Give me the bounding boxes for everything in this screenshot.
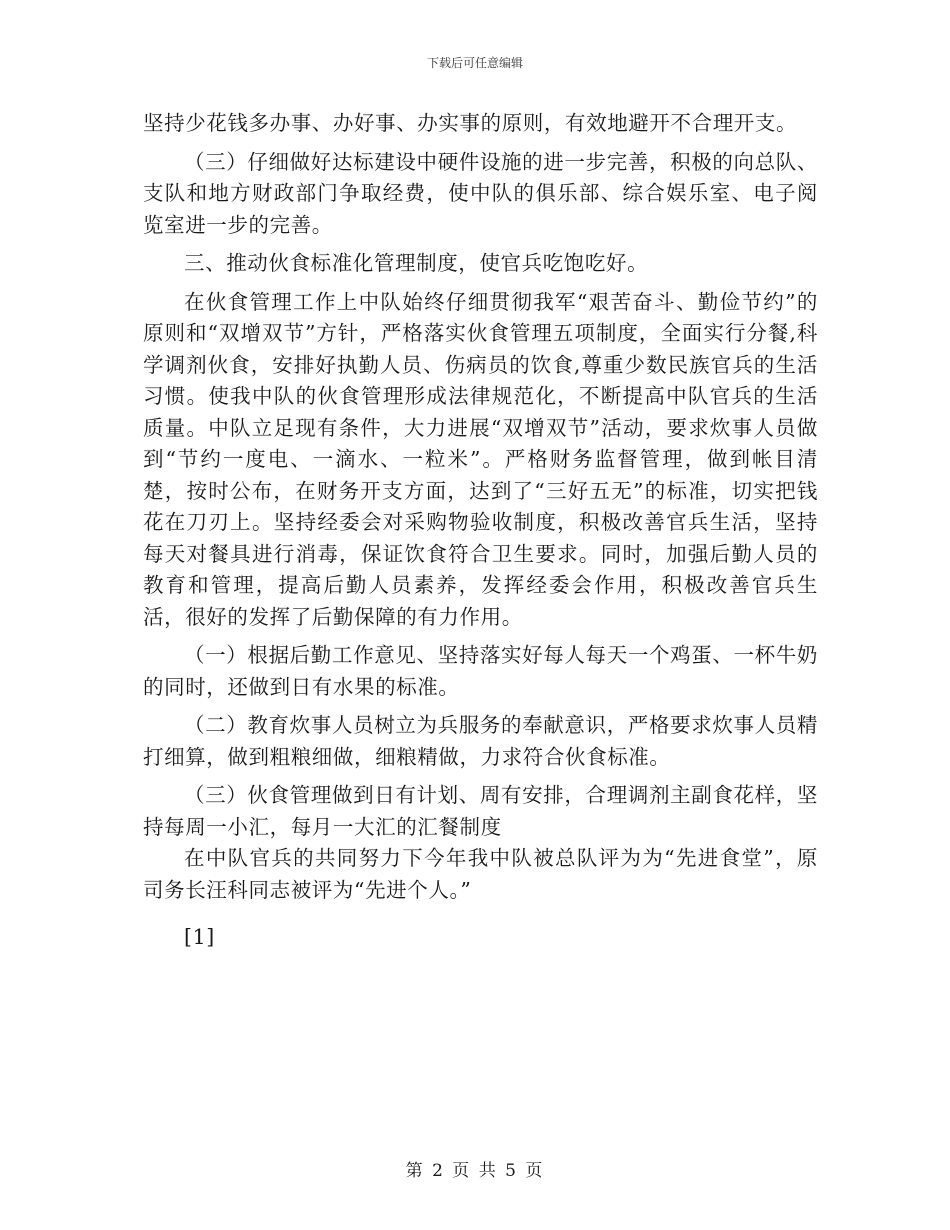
paragraph-continuation: 坚持少花钱多办事、办好事、办实事的原则，有效地避开不合理开支。 — [143, 111, 798, 135]
paragraph-item-three: （三）伙食管理做到日有计划、周有安排，合理调剂主副食花样，坚持每周一小汇，每月一大汇的汇餐制度 — [143, 783, 818, 839]
paragraph-item-two: （二）教育炊事人员树立为兵服务的奉献意识，严格要求炊事人员精打细算，做到粗粮细做，细粮精做，力求符合伙食标准。 — [143, 713, 818, 769]
paragraph-hardware-facilities: （三）仔细做好达标建设中硬件设施的进一步完善，积极的向总队、支队和地方财政部门争取经费，使中队的俱乐部、综合娱乐室、电子阅览室进一步的完善。 — [143, 149, 818, 237]
page-header-note: 下载后可任意编辑 — [426, 56, 523, 70]
page-number-footer: 第 2 页 共 5 页 — [405, 1161, 545, 1181]
paragraph-food-management: 在伙食管理工作上中队始终仔细贯彻我军“艰苦奋斗、勤俭节约”的原则和“双增双节”方针，严格落实伙食管理五项制度，全面实行分餐,科学调剂伙食，安排好执勤人员、伤病员的饮食,尊重少数民族官兵的生活习惯。使我中队的伙食管理形成法律规范化，不断提高中队官兵的生活质量。中队立足现有条件，大力进展“双增双节”活动，要求炊事人员做到“节约一度电、一滴水、一粒米”。严格财务监督管理，做到帐目清楚，按时公布，在财务开支方面，达到了“三好五无”的标准，切实把钱花在刀刃上。坚持经委会对采购物验收制度，积极改善官兵生活，坚持每天对餐具进行消毒，保证饮食符合卫生要求。同时，加强后勤人员的教育和管理，提高后勤人员素养，发挥经委会作用，积极改善官兵生活，很好的发挥了后勤保障的有力作用。 — [143, 289, 818, 629]
paragraph-achievements: 在中队官兵的共同努力下今年我中队被总队评为为“先进食堂”，原司务长汪科同志被评为“先进个人。” — [143, 846, 818, 902]
paragraph-item-one: （一）根据后勤工作意见、坚持落实好每人每天一个鸡蛋、一杯牛奶的同时，还做到日有水果的标准。 — [143, 643, 818, 699]
document-body — [143, 108, 818, 954]
section-heading-food-management: 三、推动伙食标准化管理制度，使官兵吃饱吃好。 — [184, 251, 649, 275]
reference-marker: [1] — [184, 925, 215, 949]
